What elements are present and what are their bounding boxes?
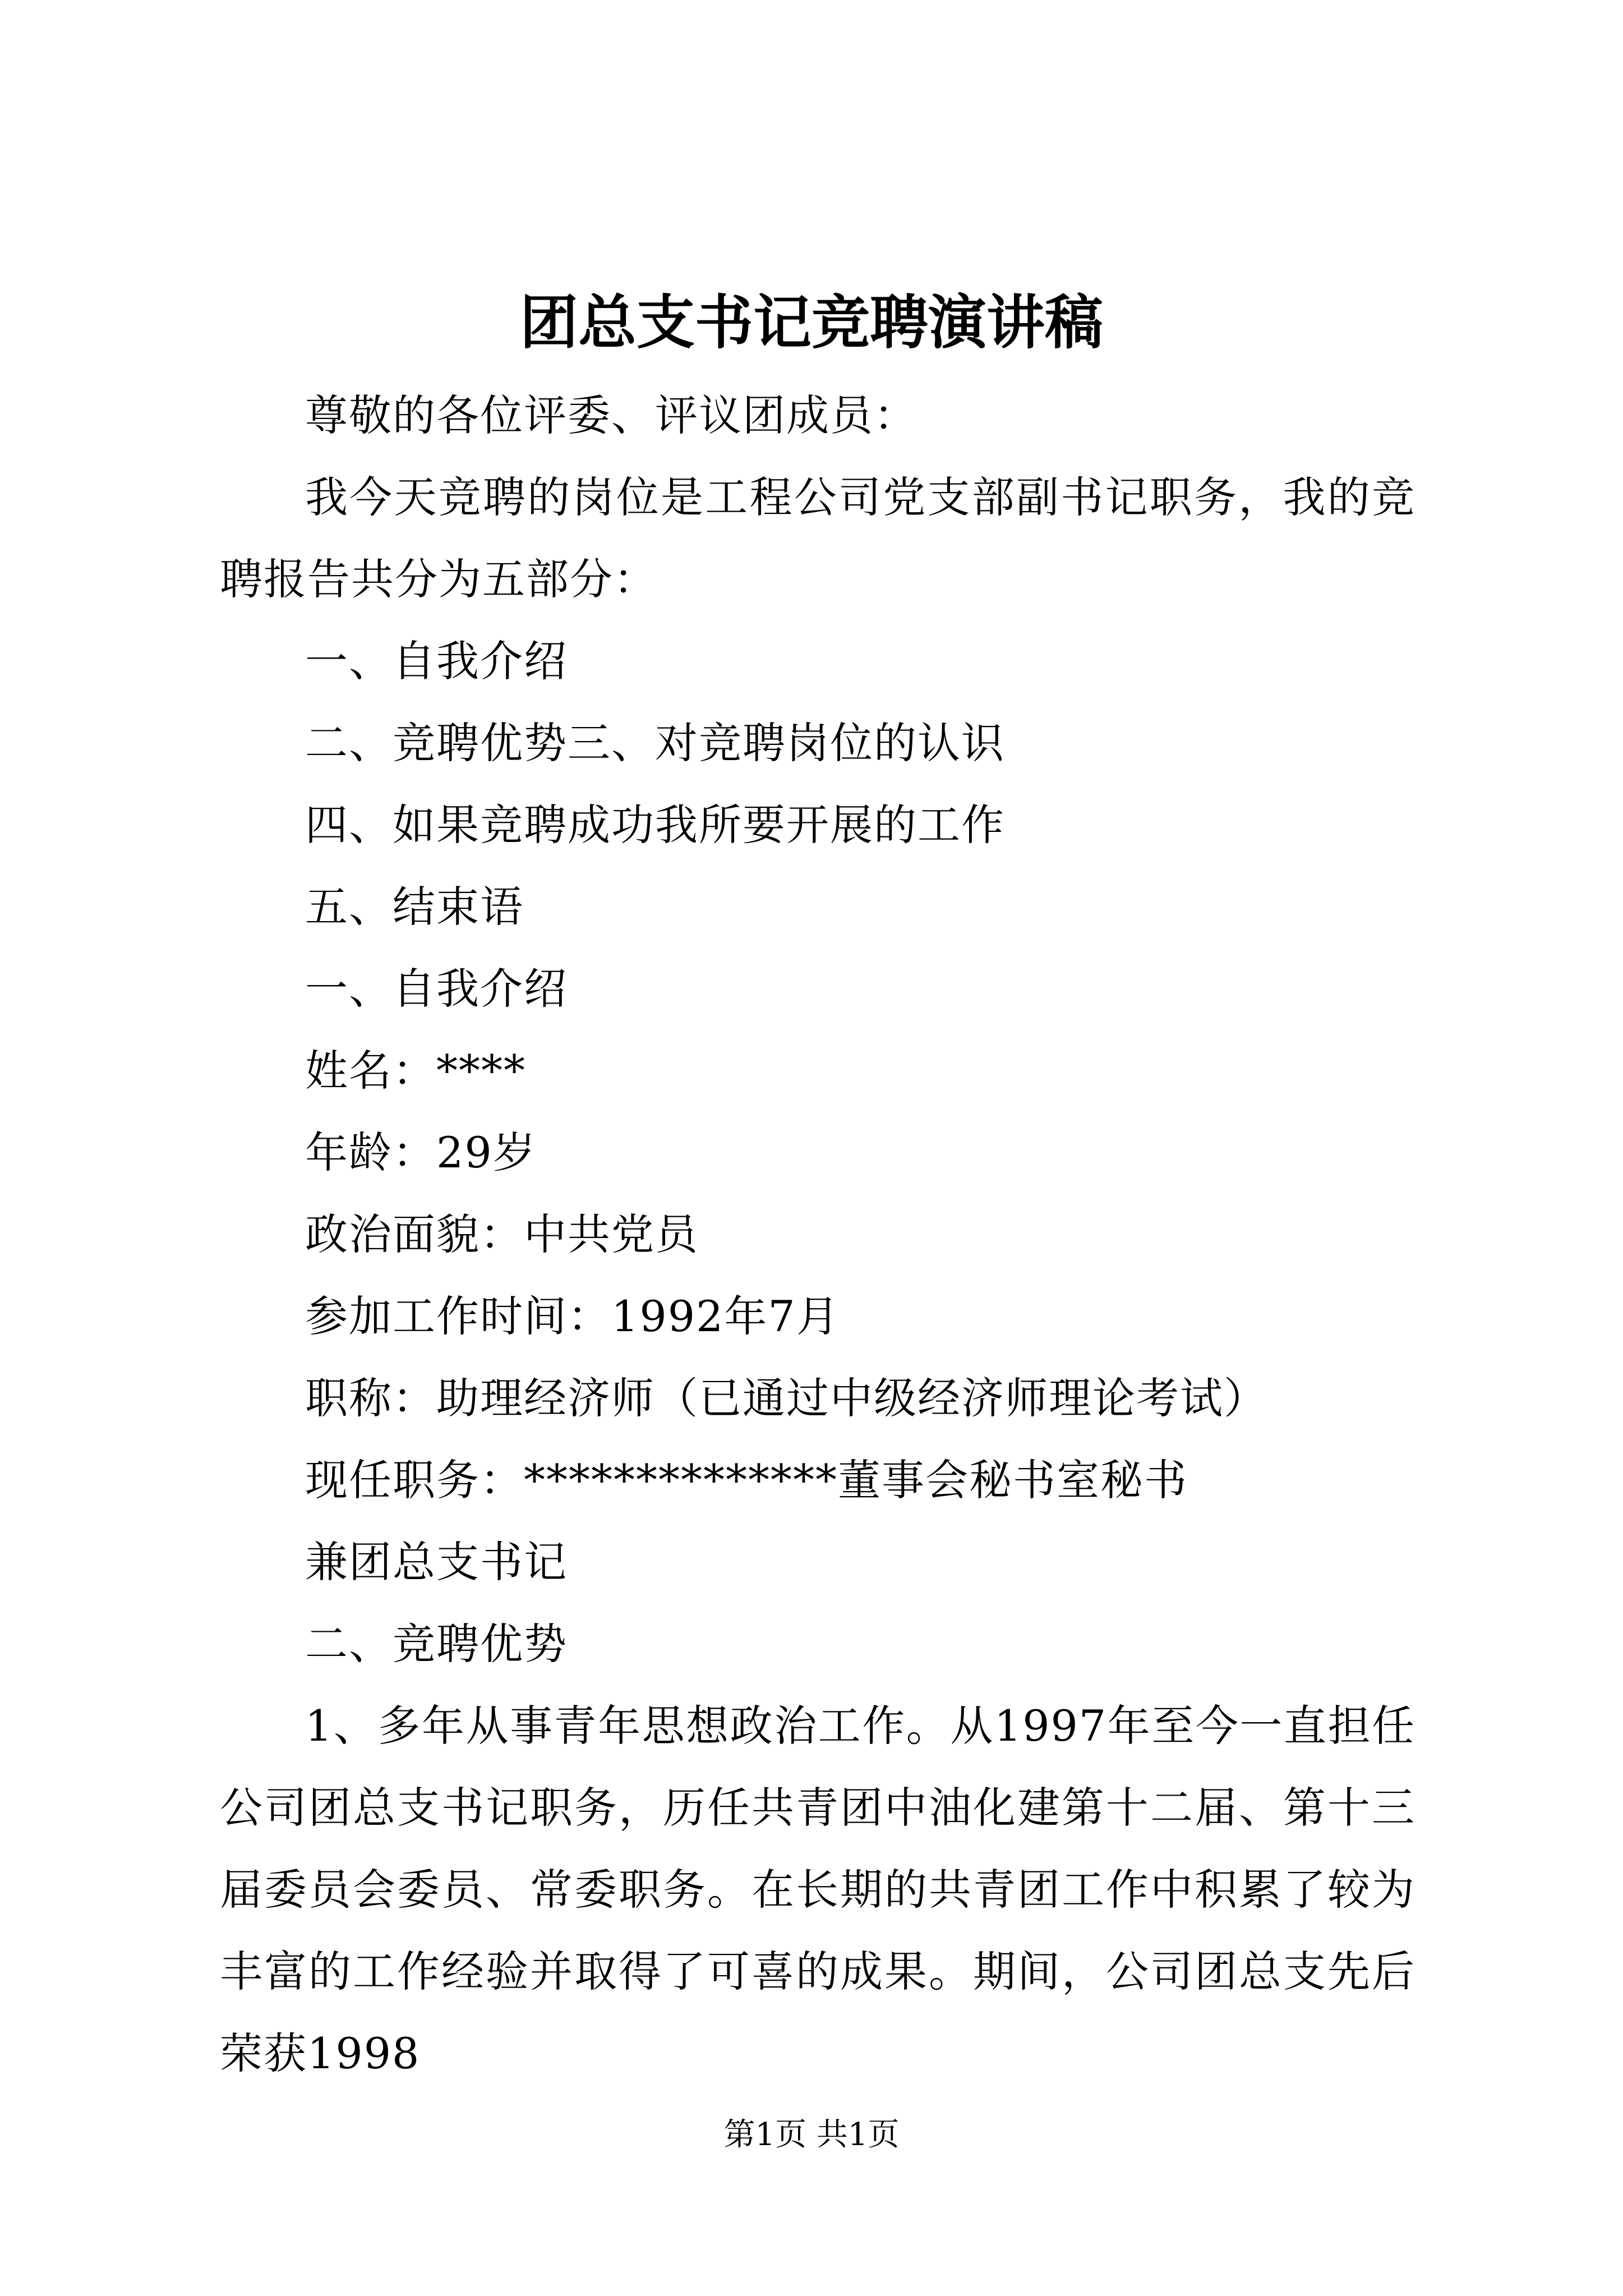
intro-paragraph: 我今天竞聘的岗位是工程公司党支部副书记职务，我的竞聘报告共分为五部分： bbox=[220, 472, 1415, 604]
profile-line: 姓名：**** bbox=[305, 1046, 526, 1096]
profile-line: 参加工作时间：1992年7月 bbox=[305, 1291, 840, 1341]
profile-line: 年龄：29岁 bbox=[305, 1128, 537, 1177]
profile-line: 政治面貌：中共党员 bbox=[305, 1209, 699, 1259]
outline-item: 二、竞聘优势三、对竞聘岗位的认识 bbox=[305, 718, 1005, 768]
document-title: 团总支书记竞聘演讲稿 bbox=[519, 288, 1103, 357]
body-paragraph: 1、多年从事青年思想政治工作。从1997年至今一直担任公司团总支书记职务，历任共青团中油化建第十二届、第十三届委员会委员、常委职务。在长期的共青团工作中积累了较为丰富的工作经验并取得了可喜的成果。期间，公司团总支先后荣获1998 bbox=[220, 1701, 1415, 2078]
profile-line: 现任职务：**************董事会秘书室秘书 bbox=[305, 1455, 1188, 1505]
section-heading: 一、自我介绍 bbox=[305, 964, 568, 1014]
section-heading: 二、竞聘优势 bbox=[305, 1619, 568, 1669]
profile-line: 职称：助理经济师（已通过中级经济师理论考试） bbox=[305, 1373, 1267, 1423]
profile-line: 兼团总支书记 bbox=[305, 1537, 568, 1587]
outline-item: 四、如果竞聘成功我所要开展的工作 bbox=[305, 800, 1005, 850]
document-body bbox=[220, 375, 1415, 2095]
salutation: 尊敬的各位评委、评议团成员： bbox=[305, 390, 917, 440]
outline-item: 一、自我介绍 bbox=[305, 636, 568, 686]
outline-item: 五、结束语 bbox=[305, 882, 524, 932]
page-footer: 第1页 共1页 bbox=[723, 2116, 900, 2153]
